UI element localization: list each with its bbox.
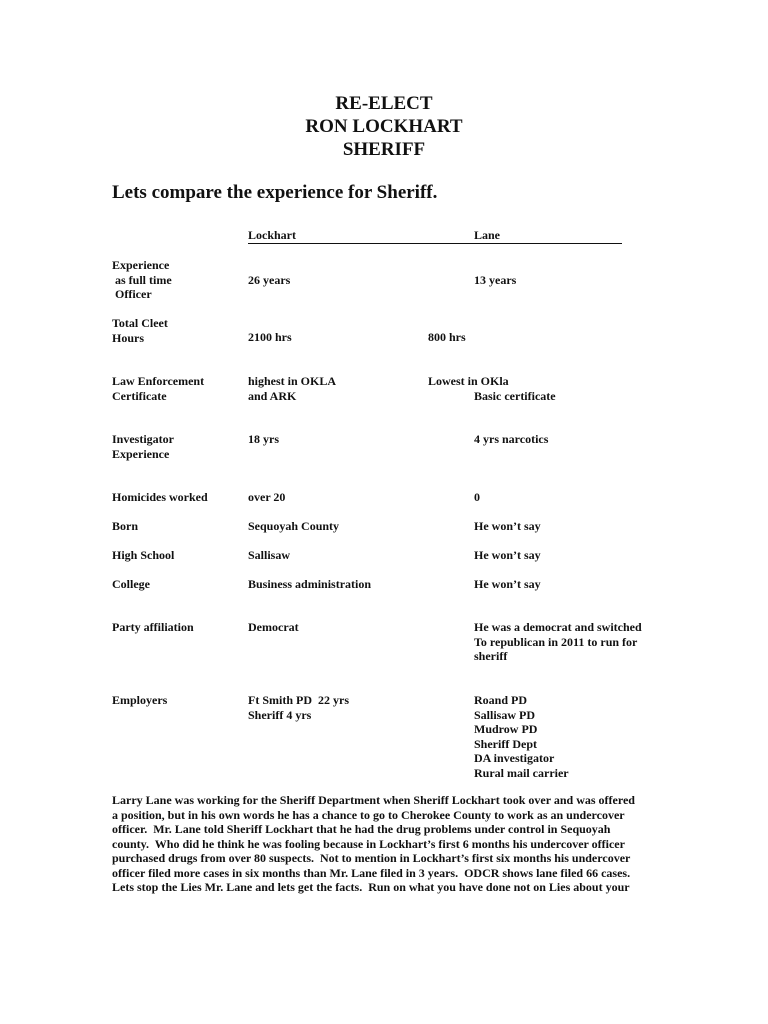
lane-value: 4 yrs narcotics — [474, 432, 549, 446]
row-label: Law Enforcement Certificate — [112, 374, 205, 403]
lockhart-value: 2100 hrs — [248, 330, 292, 344]
lane-value: He won’t say — [474, 577, 541, 591]
lockhart-value: Business administration — [248, 577, 372, 591]
paragraph-line: purchased drugs from over 80 suspects. Not to mention in Lockhart’s first six months his undercover — [112, 851, 631, 865]
lane-value: He won’t say — [474, 519, 541, 533]
lockhart-value: highest in OKLA and ARK — [248, 374, 337, 403]
lockhart-value: Ft Smith PD 22 yrs Sheriff 4 yrs — [248, 693, 349, 722]
row-label: Experience as full time Officer — [112, 258, 172, 301]
row-label: Homicides worked — [112, 490, 208, 504]
title-line-3: SHERIFF — [342, 139, 426, 160]
paragraph-line: officer. Mr. Lane told Sheriff Lockhart that he had the drug problems under control in Sequoyah — [112, 822, 611, 836]
closing-paragraph — [112, 793, 657, 895]
lockhart-value: Sallisaw — [248, 548, 291, 562]
row-label: Total Cleet Hours — [112, 316, 168, 345]
comparison-heading: Lets compare the experience for Sheriff. — [112, 182, 438, 203]
row-label: High School — [112, 548, 175, 562]
lockhart-value: 26 years — [248, 273, 291, 287]
paragraph-line: Lets stop the Lies Mr. Lane and lets get the facts. Run on what you have done not on Lies about your — [112, 880, 630, 894]
paragraph-line: Larry Lane was working for the Sheriff Department when Sheriff Lockhart took over and was offered — [112, 793, 635, 807]
column-header-row — [248, 228, 622, 244]
paragraph-line: a position, but in his own words he has a chance to go to Cherokee County to work as an undercover — [112, 807, 625, 822]
paragraph-line: county. Who did he think he was fooling because in Lockhart’s first 6 months his undercover officer — [112, 836, 625, 851]
column-header-lockhart: Lockhart — [248, 228, 296, 242]
row-label: Investigator Experience — [112, 432, 174, 461]
row-label: Born — [112, 519, 139, 533]
paragraph-line: officer filed more cases in six months than Mr. Lane filed in 3 years. ODCR shows lane filed 66 cases. — [112, 865, 631, 880]
lane-value: Roand PD Sallisaw PD Mudrow PD Sheriff Dept DA investigator Rural mail carrier — [474, 693, 569, 780]
lane-value: 800 hrs — [428, 330, 466, 344]
row-label: College — [112, 577, 150, 591]
campaign-title — [0, 92, 768, 161]
lane-value: He won’t say — [474, 548, 541, 562]
title-line-1: RE-ELECT — [335, 93, 433, 114]
lane-value: He was a democrat and switched To republican in 2011 to run for sheriff — [474, 620, 642, 663]
lane-value: Lowest in OKla Basic certificate — [428, 374, 556, 403]
column-header-lane: Lane — [474, 228, 501, 242]
lane-value: 0 — [474, 490, 480, 504]
row-label: Party affiliation — [112, 620, 194, 634]
lockhart-value: Democrat — [248, 620, 299, 634]
title-line-2: RON LOCKHART — [305, 116, 463, 137]
lockhart-value: 18 yrs — [248, 432, 279, 446]
lockhart-value: Sequoyah County — [248, 519, 340, 533]
row-label: Employers — [112, 693, 168, 707]
lockhart-value: over 20 — [248, 490, 286, 504]
lane-value: 13 years — [474, 273, 517, 287]
